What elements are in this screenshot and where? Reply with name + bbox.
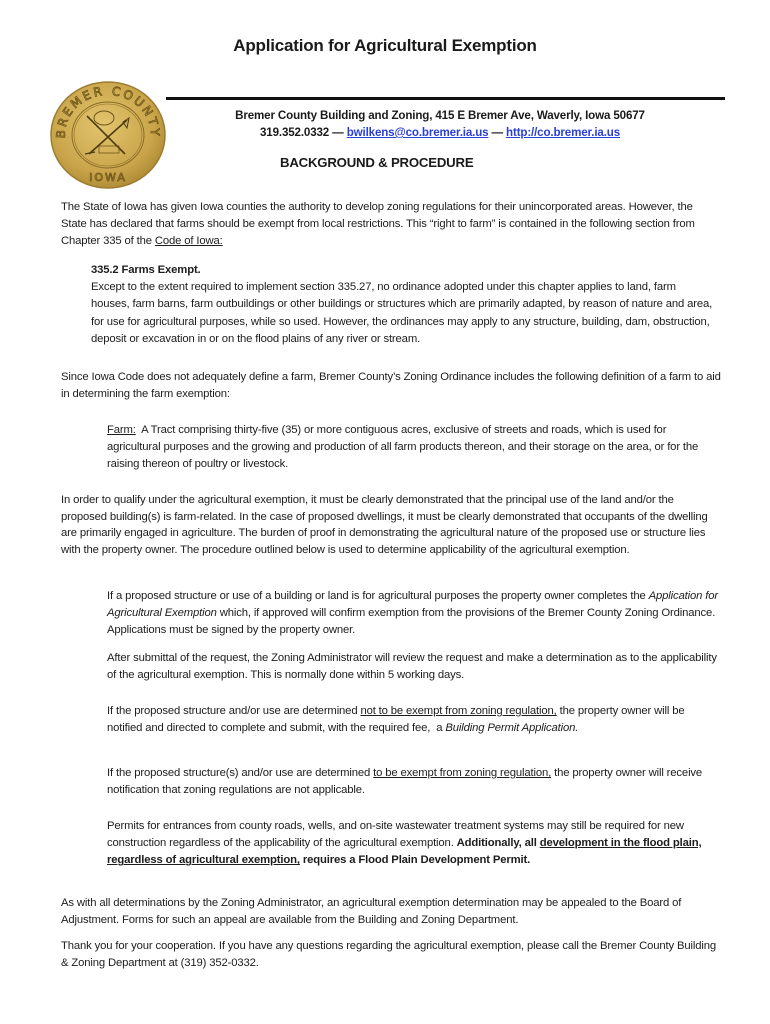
application-title-reference: Application for Agricultural Exemption [107,590,718,620]
step4-text-end: the property owner will receive notification that zoning regulations are not applicable. [107,767,703,797]
intro-paragraph [61,199,721,251]
step3-text-mid: the property owner will be notified and directed to complete and submit, with the required fee, a [107,705,688,735]
farm-definition-text: A Tract comprising thirty-five (35) or more contiguous acres, exclusive of streets and roads, which is used for agricultural purposes and the growing and production of all farm products thereon, and their storage on the area, or for the raising thereon of poultry or livestock. [107,424,702,471]
procedure-step-2: After submittal of the request, the Zoning Administrator will review the request and make a determination as to the applicability of the agricultural exemption. This is normally done within 5 working days. [107,652,717,682]
address-line: Bremer County Building and Zoning, 415 E Bremer Ave, Waverly, Iowa 50677 [235,109,645,122]
statute-heading: 335.2 Farms Exempt. [91,264,201,276]
not-exempt-phrase: not to be exempt from zoning regulation, [360,705,557,717]
separator: — [488,126,507,139]
qualify-paragraph: In order to qualify under the agricultural exemption, it must be clearly demonstrated that the principal use of the land and/or the proposed building(s) is farm-related. In the case of proposed dwellings, it must be clearly demonstrated that occupants of the dwelling are primarily engaged in agriculture. The burden of proof in demonstrating the agricultural nature of the proposed use or structure lies with the property owner. The procedure outlined below is used to determine applicability of the agricultural exemption. [61,494,708,556]
website-link[interactable]: http://co.bremer.ia.us [506,126,620,139]
flood-plain-notice-end: requires a Flood Plain Development Permit. [299,854,531,867]
email-link[interactable]: bwilkens@co.bremer.ia.us [346,126,489,139]
page-title: Application for Agricultural Exemption [233,36,537,55]
flood-plain-notice-underlined: development in the flood plain, regardless of agricultural exemption, [107,837,702,867]
closing-paragraph: Thank you for your cooperation. If you have any questions regarding the agricultural exemption, please call the Bremer County Building & Zoning Department at (319) 352-0332. [61,940,716,970]
phone-number: 319.352.0332 [259,126,330,139]
intro-text: The State of Iowa has given Iowa counties the authority to develop zoning regulations for their unincorporated areas. However, the State has declared that farms should be exempt from local restrictions. This “right to farm” is contained in the following section from Chapter 335 of the [61,201,695,248]
definition-intro: Since Iowa Code does not adequately define a farm, Bremer County’s Zoning Ordinance includes the following definition of a farm to aid in determining the farm exemption: [61,371,721,401]
flood-plain-notice-start: Additionally, all [456,837,540,850]
county-seal-logo [49,80,167,190]
procedure-step-3 [107,703,721,737]
svg-text:IOWA: IOWA [89,171,127,184]
statute-text: Except to the extent required to implement section 335.27, no ordinance adopted under this chapter applies to land, farm houses, farm barns, farm outbuildings or other buildings or structures which are primarily adapted, by reason of nature and area, for use for agricultural purposes, while so used. However, the ordinances may apply to any structure, building, dam, obstruction, deposit or excavation in or on the flood plains of any river or stream. [91,281,713,345]
farm-term: Farm: [107,424,136,436]
step1-text-end: which, if approved will confirm exemption from the provisions of the Bremer County Zoning Ordinance. Applications must be signed by the property owner. [107,607,716,637]
step5-text: Permits for entrances from county roads, wells, and on-site wastewater treatment systems may still be required for new construction regardless of the applicability of the agricultural exemption. [107,820,684,850]
procedure-step-5 [107,818,721,870]
county-seal-icon [49,80,167,190]
code-of-iowa-reference: Code of Iowa: [154,235,223,248]
exempt-phrase: to be exempt from zoning regulation, [373,767,552,779]
contact-block [190,107,690,141]
step3-text: If the proposed structure and/or use are determined [107,705,361,717]
svg-text:BREMER COUNTY: BREMER COUNTY [53,83,163,139]
procedure-step-4 [107,765,721,799]
step4-text: If the proposed structure(s) and/or use are determined [107,767,374,779]
statute-block [91,262,721,348]
header-divider [166,97,725,100]
farm-definition [107,422,721,474]
procedure-step-1 [107,588,721,640]
section-heading: BACKGROUND & PROCEDURE [280,155,474,170]
appeal-paragraph: As with all determinations by the Zoning Administrator, an agricultural exemption determination may be appealed to the Board of Adjustment. Forms for such an appeal are available from the Building and Zoning Department. [61,897,682,927]
contact-line [190,124,690,141]
separator: — [329,126,347,139]
step1-text: If a proposed structure or use of a building or land is for agricultural purposes the property owner completes the [107,590,649,602]
building-permit-reference: Building Permit Application. [445,722,579,735]
